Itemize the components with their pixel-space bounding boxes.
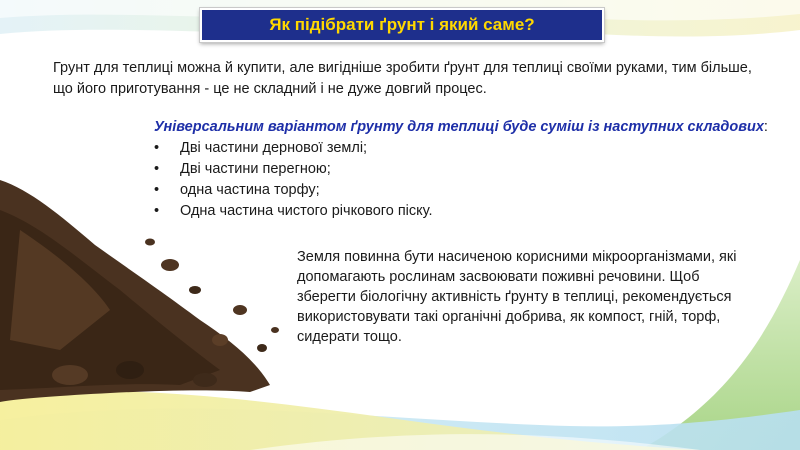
soil-mix-heading: Універсальним варіантом ґрунту для теплиці буде суміш із наступних складових	[154, 119, 764, 135]
title-banner	[200, 8, 604, 42]
slide-title: Як підібрати ґрунт і який саме?	[269, 15, 535, 34]
bullet-icon: •	[154, 182, 160, 198]
list-item-text: одна частина торфу;	[180, 182, 320, 198]
soil-mix-heading-line	[154, 117, 794, 138]
bullet-icon: •	[154, 161, 160, 177]
bullet-icon: •	[154, 140, 160, 156]
microorganisms-paragraph: Земля повинна бути насиченою корисними мікроорганізмами, які допомагають рослинам засвоювати поживні речовини. Щоб зберегти біологічну активність ґрунту в теплиці, рекомендується використовувати такі органічні добрива, як компост, гній, торф, сидерати тощо.	[297, 249, 737, 345]
list-item	[154, 201, 794, 222]
intro-paragraph: Грунт для теплиці можна й купити, але вигідніше зробити ґрунт для теплиці своїми руками, тим більше, що його приготування - це не складний і не дуже довгий процес.	[53, 60, 752, 97]
soil-mix-heading-colon: :	[763, 119, 768, 135]
soil-mix-block	[154, 117, 794, 222]
list-item	[154, 159, 794, 180]
bullet-icon: •	[154, 203, 160, 219]
soil-mix-list	[154, 138, 794, 222]
list-item-text: Одна частина чистого річкового піску.	[180, 203, 433, 219]
list-item-text: Дві частини перегною;	[180, 161, 331, 177]
list-item	[154, 138, 794, 159]
list-item	[154, 180, 794, 201]
list-item-text: Дві частини дернової землі;	[180, 140, 368, 156]
